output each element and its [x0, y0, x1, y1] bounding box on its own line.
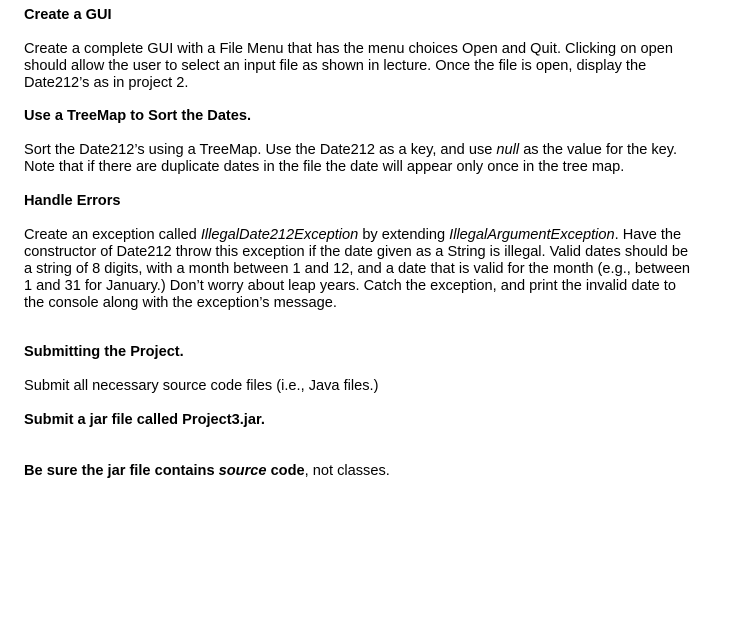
paragraph-treemap — [24, 142, 724, 176]
paragraph-create-gui — [24, 41, 724, 92]
text-line: should allow the user to select an input file as shown in lecture. Once the file is open, display the — [24, 58, 647, 74]
text-line: the console along with the exception’s message. — [24, 295, 337, 311]
text-line — [24, 227, 724, 244]
text-line: Note that if there are duplicate dates in the file the date will appear only once in the tree map. — [24, 159, 625, 175]
text-run-bold-italic — [219, 463, 267, 479]
heading-handle-errors: Handle Errors — [24, 193, 121, 209]
heading-treemap: Use a TreeMap to Sort the Dates. — [24, 108, 252, 124]
text-run: , not classes. — [304, 463, 390, 479]
text-run-italic: IllegalArgumentException — [449, 227, 615, 243]
jar-source-note — [24, 463, 724, 480]
text-line: 1 and 31 for January.) Don’t worry about leap years. Catch the exception, and print the invalid date to — [24, 278, 676, 294]
text-run-bold: code — [266, 463, 305, 479]
text-run-italic: null — [496, 142, 520, 158]
paragraph-submit-source: Submit all necessary source code files (i.e., Java files.) — [24, 378, 379, 394]
text-run-italic: IllegalDate212Exception — [200, 227, 359, 243]
heading-create-gui: Create a GUI — [24, 7, 112, 23]
text-run: Sort the Date212’s using a TreeMap. Use the Date212 as a key, and use — [24, 142, 497, 158]
text-line: Create a complete GUI with a File Menu that has the menu choices Open and Quit. Clicking on open — [24, 41, 673, 57]
text-line: Date212’s as in project 2. — [24, 75, 189, 91]
paragraph-handle-errors — [24, 227, 724, 312]
text-run: . Have the — [614, 227, 682, 243]
text-run: Create an exception called — [24, 227, 201, 243]
heading-submitting: Submitting the Project. — [24, 344, 184, 360]
text-line — [24, 142, 724, 159]
text-run-italic: source — [218, 463, 267, 479]
submit-jar-note: Submit a jar file called Project3.jar. — [24, 412, 265, 428]
text-run: by extending — [358, 227, 450, 243]
text-run: as the value for the key. — [519, 142, 678, 158]
text-line: a string of 8 digits, with a month between 1 and 12, and a date that is valid for the month (e.g., between — [24, 261, 691, 277]
text-run-bold: Be sure the jar file contains — [24, 463, 219, 479]
text-line: constructor of Date212 throw this exception if the date given as a String is illegal. Valid dates should be — [24, 244, 689, 260]
